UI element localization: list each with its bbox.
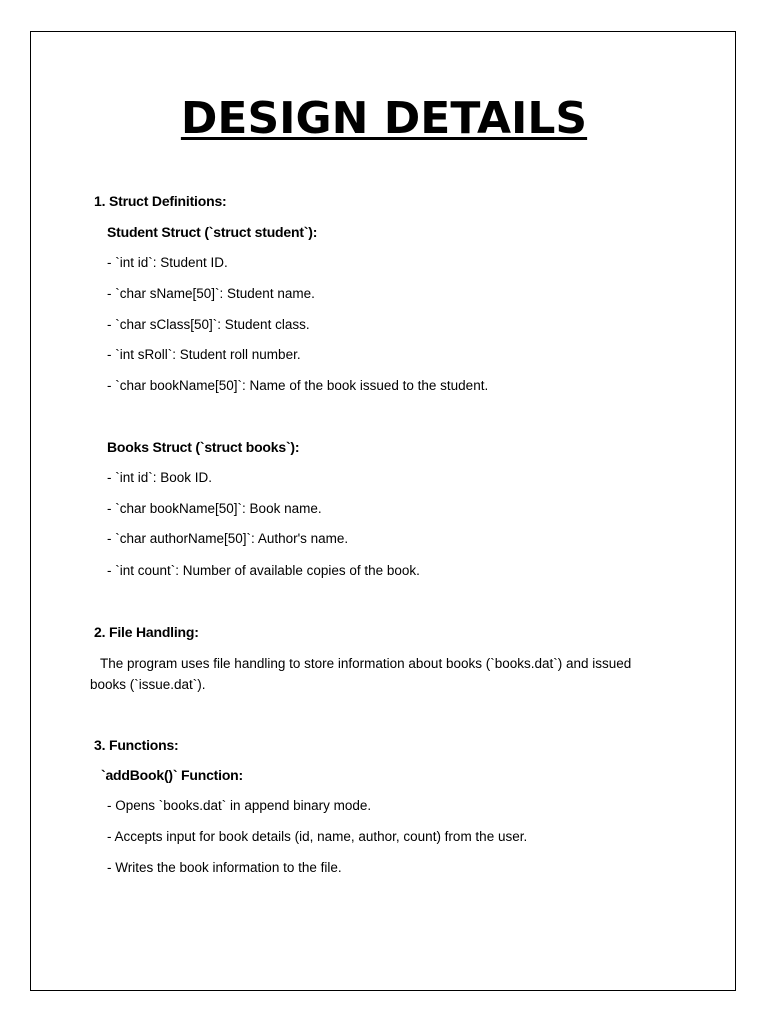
file-handling-paragraph: The program uses file handling to store information about books (`books.dat`) and issued books (`issue.dat`).	[90, 656, 632, 692]
subheading-addbook-function: `addBook()` Function:	[101, 767, 243, 783]
list-item: - `int count`: Number of available copies of the book.	[107, 563, 420, 578]
subheading-student-struct: Student Struct (`struct student`):	[107, 224, 318, 240]
list-item: - `char bookName[50]`: Name of the book issued to the student.	[107, 378, 489, 393]
list-item: - Writes the book information to the file.	[107, 860, 342, 875]
section-heading-file-handling: 2. File Handling:	[94, 624, 199, 640]
list-item: - `char bookName[50]`: Book name.	[107, 501, 322, 516]
list-item: - Accepts input for book details (id, name, author, count) from the user.	[107, 829, 528, 844]
list-item: - `int id`: Student ID.	[107, 255, 228, 270]
list-item: - `char sName[50]`: Student name.	[107, 286, 315, 301]
list-item: - `char authorName[50]`: Author's name.	[107, 531, 349, 546]
list-item: - `int id`: Book ID.	[107, 470, 213, 485]
section-heading-functions: 3. Functions:	[94, 737, 179, 753]
list-item: - `int sRoll`: Student roll number.	[107, 347, 301, 362]
document-title: DESIGN DETAILS	[180, 93, 588, 144]
subheading-books-struct: Books Struct (`struct books`):	[107, 439, 300, 455]
section-heading-struct-definitions: 1. Struct Definitions:	[94, 193, 227, 209]
list-item: - Opens `books.dat` in append binary mode.	[107, 798, 372, 813]
list-item: - `char sClass[50]`: Student class.	[107, 317, 310, 332]
